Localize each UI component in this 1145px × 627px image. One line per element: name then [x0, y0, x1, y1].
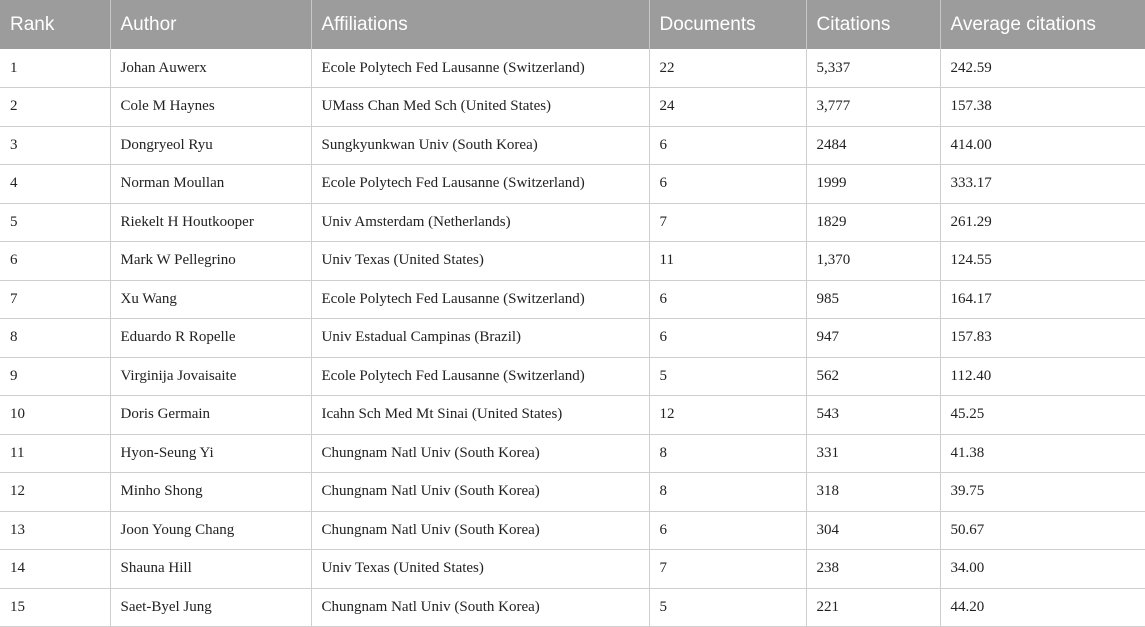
rank-cell: 7 [0, 280, 110, 319]
documents-cell: 8 [649, 434, 806, 473]
table-row [0, 49, 1145, 88]
documents-cell: 12 [649, 396, 806, 435]
author-cell: Minho Shong [110, 473, 311, 512]
citations-cell: 947 [806, 319, 940, 358]
affiliation-cell: Ecole Polytech Fed Lausanne (Switzerland) [311, 357, 649, 396]
table-row [0, 203, 1145, 242]
affiliation-cell: Chungnam Natl Univ (South Korea) [311, 434, 649, 473]
documents-cell: 24 [649, 88, 806, 127]
average-citations-cell: 261.29 [940, 203, 1145, 242]
average-citations-cell: 242.59 [940, 49, 1145, 88]
average-citations-cell: 414.00 [940, 126, 1145, 165]
documents-cell: 5 [649, 357, 806, 396]
rank-cell: 11 [0, 434, 110, 473]
rank-cell: 2 [0, 88, 110, 127]
author-cell: Joon Young Chang [110, 511, 311, 550]
author-cell: Johan Auwerx [110, 49, 311, 88]
rank-cell: 9 [0, 357, 110, 396]
affiliation-cell: Univ Estadual Campinas (Brazil) [311, 319, 649, 358]
affiliation-cell: Icahn Sch Med Mt Sinai (United States) [311, 396, 649, 435]
header-row [0, 0, 1145, 49]
table-header [0, 0, 1145, 49]
rank-cell: 1 [0, 49, 110, 88]
documents-cell: 22 [649, 49, 806, 88]
header-average-citations: Average citations [950, 13, 1096, 35]
citations-cell: 1999 [806, 165, 940, 204]
table-row [0, 396, 1145, 435]
citations-cell: 318 [806, 473, 940, 512]
header-citations: Citations [806, 0, 940, 49]
citations-cell: 2484 [806, 126, 940, 165]
documents-cell: 6 [649, 280, 806, 319]
author-cell: Xu Wang [110, 280, 311, 319]
rank-cell: 12 [0, 473, 110, 512]
average-citations-cell: 164.17 [940, 280, 1145, 319]
table-row [0, 357, 1145, 396]
affiliation-cell: UMass Chan Med Sch (United States) [311, 88, 649, 127]
citations-cell: 3,777 [806, 88, 940, 127]
table-row [0, 511, 1145, 550]
citations-cell: 1,370 [806, 242, 940, 281]
documents-cell: 6 [649, 126, 806, 165]
table-row [0, 242, 1145, 281]
table-row [0, 280, 1145, 319]
average-citations-cell: 112.40 [940, 357, 1145, 396]
citations-cell: 238 [806, 550, 940, 589]
documents-cell: 8 [649, 473, 806, 512]
citations-cell: 221 [806, 588, 940, 627]
affiliation-cell: Univ Texas (United States) [311, 242, 649, 281]
author-cell: Doris Germain [110, 396, 311, 435]
table-row [0, 165, 1145, 204]
affiliation-cell: Ecole Polytech Fed Lausanne (Switzerland) [311, 165, 649, 204]
rank-cell: 4 [0, 165, 110, 204]
author-cell: Virginija Jovaisaite [110, 357, 311, 396]
average-citations-cell: 41.38 [940, 434, 1145, 473]
table-row [0, 88, 1145, 127]
average-citations-cell: 39.75 [940, 473, 1145, 512]
citations-cell: 1829 [806, 203, 940, 242]
rank-cell: 10 [0, 396, 110, 435]
average-citations-cell: 157.38 [940, 88, 1145, 127]
documents-cell: 11 [649, 242, 806, 281]
table-row [0, 588, 1145, 627]
rank-cell: 8 [0, 319, 110, 358]
author-cell: Saet-Byel Jung [110, 588, 311, 627]
average-citations-cell: 333.17 [940, 165, 1145, 204]
citations-cell: 5,337 [806, 49, 940, 88]
affiliation-cell: Chungnam Natl Univ (South Korea) [311, 473, 649, 512]
header-rank: Rank [0, 0, 110, 49]
header-author: Author [110, 0, 311, 49]
documents-cell: 7 [649, 203, 806, 242]
author-cell: Riekelt H Houtkooper [110, 203, 311, 242]
citations-cell: 985 [806, 280, 940, 319]
affiliation-cell: Chungnam Natl Univ (South Korea) [311, 588, 649, 627]
average-citations-cell: 157.83 [940, 319, 1145, 358]
author-cell: Dongryeol Ryu [110, 126, 311, 165]
documents-cell: 7 [649, 550, 806, 589]
table-row [0, 473, 1145, 512]
table-body [0, 49, 1145, 627]
average-citations-cell: 124.55 [940, 242, 1145, 281]
table-row [0, 550, 1145, 589]
documents-cell: 6 [649, 511, 806, 550]
citations-cell: 331 [806, 434, 940, 473]
affiliation-cell: Chungnam Natl Univ (South Korea) [311, 511, 649, 550]
documents-cell: 5 [649, 588, 806, 627]
affiliation-cell: Ecole Polytech Fed Lausanne (Switzerland) [311, 280, 649, 319]
header-affiliations: Affiliations [311, 0, 649, 49]
table-row [0, 319, 1145, 358]
affiliation-cell: Univ Texas (United States) [311, 550, 649, 589]
rank-cell: 15 [0, 588, 110, 627]
author-cell: Mark W Pellegrino [110, 242, 311, 281]
average-citations-cell: 50.67 [940, 511, 1145, 550]
affiliation-cell: Univ Amsterdam (Netherlands) [311, 203, 649, 242]
rank-cell: 5 [0, 203, 110, 242]
author-cell: Eduardo R Ropelle [110, 319, 311, 358]
citations-cell: 562 [806, 357, 940, 396]
citations-cell: 304 [806, 511, 940, 550]
rank-cell: 13 [0, 511, 110, 550]
author-cell: Shauna Hill [110, 550, 311, 589]
average-citations-cell: 34.00 [940, 550, 1145, 589]
citations-cell: 543 [806, 396, 940, 435]
documents-cell: 6 [649, 165, 806, 204]
affiliation-cell: Ecole Polytech Fed Lausanne (Switzerland) [311, 49, 649, 88]
author-cell: Norman Moullan [110, 165, 311, 204]
rank-cell: 6 [0, 242, 110, 281]
header-documents: Documents [649, 0, 806, 49]
rank-cell: 14 [0, 550, 110, 589]
documents-cell: 6 [649, 319, 806, 358]
average-citations-cell: 45.25 [940, 396, 1145, 435]
average-citations-cell: 44.20 [940, 588, 1145, 627]
table-row [0, 434, 1145, 473]
author-cell: Cole M Haynes [110, 88, 311, 127]
author-cell: Hyon-Seung Yi [110, 434, 311, 473]
rank-cell: 3 [0, 126, 110, 165]
affiliation-cell: Sungkyunkwan Univ (South Korea) [311, 126, 649, 165]
table-row [0, 126, 1145, 165]
